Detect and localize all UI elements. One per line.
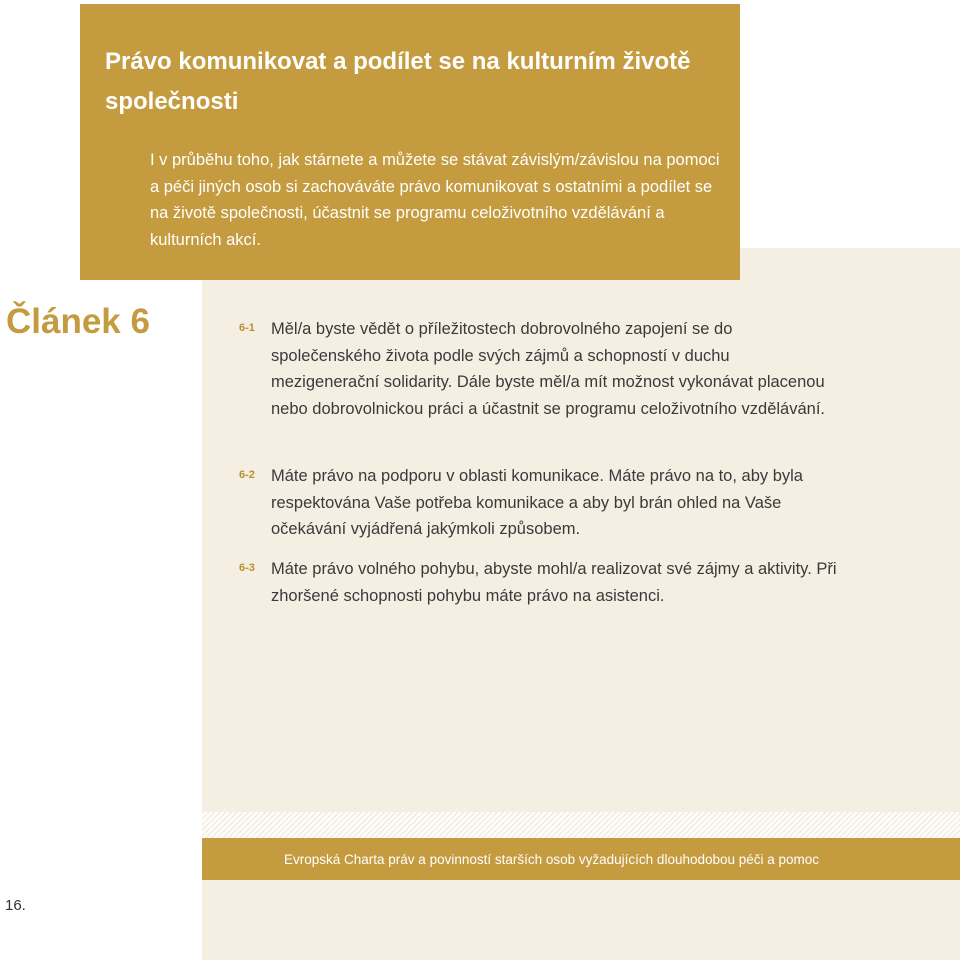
decorative-stripes <box>202 812 960 838</box>
item-text: Máte právo na podporu v oblasti komunikace. Máte právo na to, aby byla respektována Vaše potřeba komunikace a aby byl brán ohled na Vaše očekávání vyjádřená jakýmkoli způsobem. <box>271 467 803 538</box>
footer-text: Evropská Charta práv a povinností starších osob vyžadujících dlouhodobou péči a pomoc <box>284 852 820 867</box>
item-number: 6-3 <box>239 562 255 574</box>
page-title: Právo komunikovat a podílet se na kulturním životě společnosti <box>105 48 691 115</box>
article-title: Článek 6 <box>6 302 150 341</box>
page-number: 16. <box>5 897 26 914</box>
item-number: 6-1 <box>239 322 255 334</box>
item-text: Máte právo volného pohybu, abyste mohl/a realizovat své zájmy a aktivity. Při zhoršené schopnosti pohybu máte právo na asistenci. <box>271 560 837 605</box>
item-text: Měl/a byste vědět o příležitostech dobrovolného zapojení se do společenského života podle svých zájmů a schopností v duchu mezigenerační solidarity. Dále byste měl/a mít možnost vykonávat placenou nebo dobrovolnickou práci a účastnit se programu celoživotního vzdělávání. <box>271 320 825 418</box>
intro-text: I v průběhu toho, jak stárnete a můžete se stávat závislým/závislou na pomoci a péči jiných osob si zachováváte právo komunikovat s ostatními a podílet se na životě společnosti, účastnit se programu celoživotního vzdělávání a kulturních akcí. <box>150 151 720 249</box>
item-number: 6-2 <box>239 469 255 481</box>
